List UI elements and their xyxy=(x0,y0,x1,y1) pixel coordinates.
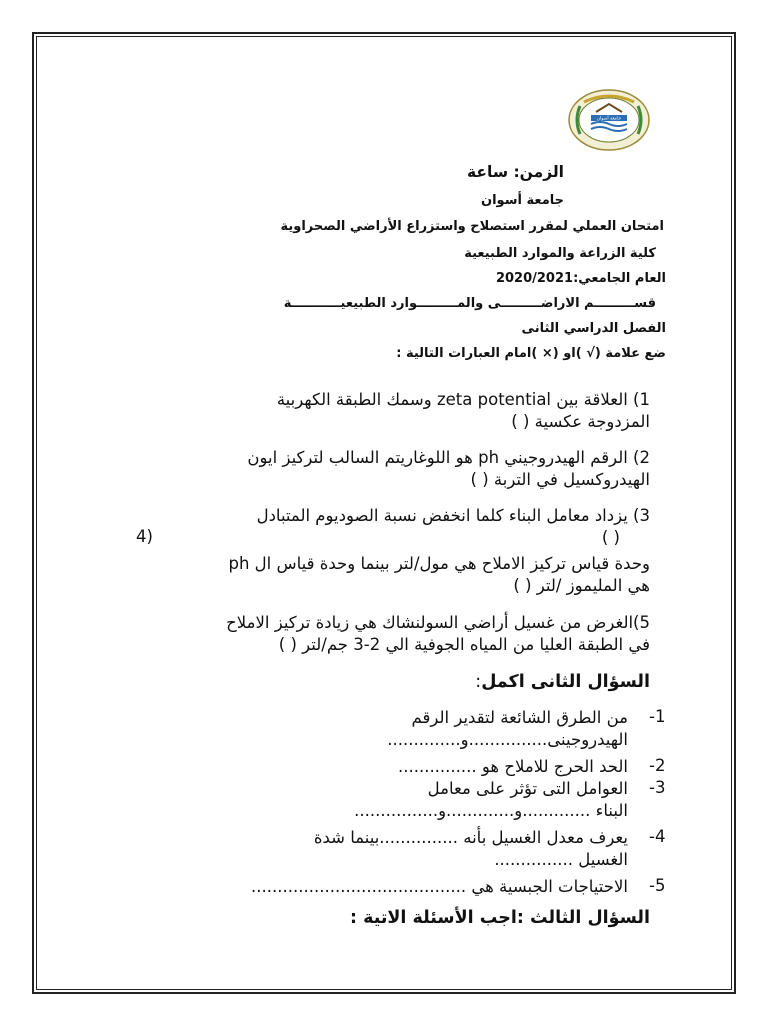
q1-item-1-line2: المزدوجة عكسية ( ) xyxy=(511,412,650,431)
q1-item-2-line2: الهيدروكسيل في التربة ( ) xyxy=(470,470,650,489)
q1-item-5-line2: في الطبقة العليا من المياه الجوفية الي 2-3 جم/لتر ( ) xyxy=(278,635,650,654)
q2-item-4-line2: الغسيل ............... xyxy=(494,850,628,869)
q2-title-colon: : xyxy=(475,672,482,692)
q2-item-4-line1: يعرف معدل الغسيل بأنه ...............بينما شدة xyxy=(313,828,628,847)
q2-item-1-line2: الهيدروجينى...............و.............. xyxy=(387,730,628,749)
q2-item-5-number: -5 xyxy=(649,876,666,895)
q2-item-2-number: -2 xyxy=(649,756,666,775)
q1-item-2 xyxy=(130,447,650,491)
semester: الفصل الدراسي الثانى xyxy=(521,321,666,336)
academic-year: العام الجامعي:2020/2021 xyxy=(495,271,666,286)
faculty-name: كلية الزراعة والموارد الطبيعية xyxy=(464,246,656,261)
q2-item-5-line1: الاحتياجات الجبسية هي ......................................... xyxy=(251,877,628,896)
q1-instruction: ضع علامة (√ )او (× )امام العبارات التالية : xyxy=(396,346,666,361)
q2-title-text: السؤال الثانى اكمل xyxy=(481,672,650,692)
q1-item-4-number: 4) xyxy=(136,527,153,546)
q1-item-3 xyxy=(110,505,650,549)
q1-item-5-line1: 5)الغرض من غسيل أراضي السولنشاك هي زيادة تركيز الاملاح xyxy=(226,613,650,632)
q1-item-1 xyxy=(130,389,650,433)
university-name: جامعة أسوان xyxy=(481,193,564,208)
q2-item-3-line1: العوامل التى تؤثر على معامل xyxy=(427,779,628,798)
q2-item-1 xyxy=(208,707,628,751)
q1-item-3-line1: 3) يزداد معامل البناء كلما انخفض نسبة الصوديوم المتبادل xyxy=(256,506,650,525)
q2-item-3-line2: البناء .............و.............و................ xyxy=(354,801,628,820)
q1-item-3-line2: ( ) xyxy=(601,528,620,547)
q2-item-3 xyxy=(208,778,628,822)
exam-title: امتحان العملي لمقرر استصلاح واستزراع الأراضي الصحراوية xyxy=(280,219,664,234)
q2-item-1-number: -1 xyxy=(649,707,666,726)
q2-item-2-line1: الحد الحرج للاملاح هو ............... xyxy=(397,757,628,776)
exam-duration: الزمن: ساعة xyxy=(467,163,564,181)
q2-title xyxy=(475,672,650,692)
q2-item-4-number: -4 xyxy=(649,827,666,846)
q1-item-4-line2: هي المليموز /لتر ( ) xyxy=(513,576,650,595)
q2-item-2 xyxy=(208,756,628,778)
q1-item-5 xyxy=(110,612,650,656)
q3-title: السؤال الثالث :اجب الأسئلة الاتية : xyxy=(349,908,650,928)
q1-item-2-line1: 2) الرقم الهيدروجيني ph هو اللوغاريتم السالب لتركيز ايون xyxy=(247,448,650,467)
q2-item-1-line1: من الطرق الشائعة لتقدير الرقم xyxy=(411,708,628,727)
university-logo xyxy=(566,88,652,152)
q2-item-5 xyxy=(108,876,628,898)
q1-item-1-line1: 1) العلاقة بين zeta potential وسمك الطبقة الكهربية xyxy=(276,390,650,409)
q1-item-4 xyxy=(110,553,650,597)
q2-item-3-number: -3 xyxy=(649,778,666,797)
logo-seal-text: جامعة أسوان xyxy=(596,116,622,122)
department-name: قســـــــــم الاراضـــــــــى والمـــــــــوارد الطبيعيـــــــــــة xyxy=(283,296,656,311)
q2-item-4 xyxy=(208,827,628,871)
q1-item-4-line1: وحدة قياس تركيز الاملاح هي مول/لتر بينما وحدة قياس ال ph xyxy=(228,554,650,573)
